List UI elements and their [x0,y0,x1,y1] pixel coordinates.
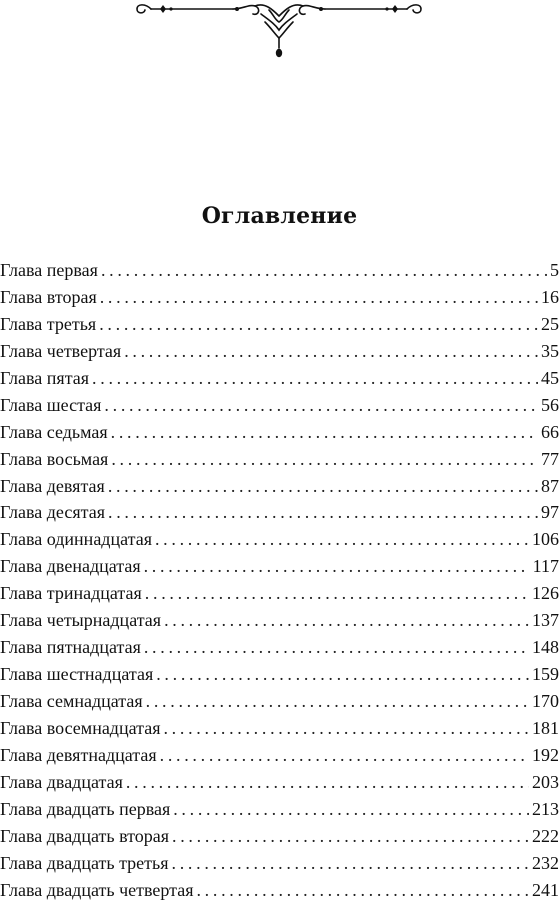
toc-entry [0,419,559,446]
toc-entry [0,284,559,311]
toc-entry-label: Глава тринадцатая [0,583,142,604]
dot-leader [146,688,529,714]
toc-entry-label: Глава четырнадцатая [0,610,162,631]
toc-entry-label: Глава шестая [0,394,102,415]
toc-entry-page-number: 203 [532,771,559,792]
toc-entry-page-number: 213 [532,798,559,819]
toc-entry [0,661,559,688]
toc-entry-page-number: 45 [541,367,559,388]
toc-entry [0,823,559,850]
toc-entry-label: Глава третья [0,313,97,334]
toc-entry-label: Глава двадцатая [0,771,123,792]
toc-entry-page-number: 241 [532,879,559,900]
dot-leader [126,769,529,795]
toc-entry-page-number: 137 [532,610,559,631]
dot-leader [108,499,538,525]
toc-entry [0,877,559,904]
toc-entry-label: Глава двадцать третья [0,852,169,873]
dot-leader [196,877,529,903]
toc-entry-page-number: 66 [541,421,559,442]
toc-entry-page-number: 35 [541,340,559,361]
toc-entry-label: Глава шестнадцатая [0,664,154,685]
dot-leader [164,607,529,633]
toc-entry-page-number: 159 [532,664,559,685]
toc-entry [0,580,559,607]
toc-entry-label: Глава семнадцатая [0,691,143,711]
dot-leader [111,419,538,445]
toc-entry-page-number: 222 [532,825,559,846]
dot-leader [144,553,530,579]
dot-leader [160,742,529,768]
toc-entry-page-number: 56 [541,394,559,415]
toc-entry [0,553,559,580]
toc-entry [0,392,559,419]
toc-list [0,257,559,904]
flourish-ornament-icon [129,0,429,62]
dot-leader [144,634,529,660]
toc-entry [0,257,559,284]
toc-entry [0,338,559,365]
toc-entry [0,499,559,526]
toc-entry-label: Глава одиннадцатая [0,529,152,550]
toc-entry [0,688,559,715]
toc-entry-page-number: 192 [532,744,559,765]
toc-entry-label: Глава двадцать четвертая [0,879,194,900]
toc-entry-page-number: 16 [541,286,559,307]
toc-entry-page-number: 126 [532,583,559,604]
toc-entry-label: Глава двадцать первая [0,798,171,819]
toc-entry [0,607,559,634]
dot-leader [172,850,529,876]
dot-leader [163,715,529,741]
dot-leader [101,257,547,283]
dot-leader [172,823,529,849]
toc-entry-label: Глава первая [0,260,98,280]
toc-entry-label: Глава двадцать вторая [0,825,170,846]
toc-entry-page-number: 181 [532,717,559,738]
toc-entry [0,311,559,338]
toc-entry-label: Глава четвертая [0,340,122,361]
toc-entry-label: Глава пятнадцатая [0,637,141,658]
dot-leader [92,365,538,391]
toc-entry-label: Глава пятая [0,367,90,388]
toc-entry [0,796,559,823]
toc-entry [0,365,559,392]
toc-entry-label: Глава десятая [0,502,105,523]
page-title: Оглавление [201,203,358,229]
toc-entry [0,473,559,500]
toc-entry [0,526,559,553]
toc-entry [0,769,559,796]
toc-entry [0,742,559,769]
toc-entry-label: Глава вторая [0,286,97,307]
toc-entry-page-number: 77 [541,448,559,469]
toc-entry [0,446,559,473]
toc-entry-label: Глава седьмая [0,421,108,442]
toc-entry-label: Глава девятая [0,475,105,496]
dot-leader [145,580,529,606]
toc-entry-label: Глава двенадцатая [0,556,141,577]
dot-leader [108,473,538,499]
toc-entry [0,634,559,661]
dot-leader [99,311,538,337]
dot-leader [124,338,538,364]
toc-entry-page-number: 97 [541,502,559,523]
toc-entry-page-number: 170 [532,691,559,711]
toc-entry-page-number: 148 [532,637,559,658]
toc-entry-page-number: 25 [541,313,559,334]
toc-entry-label: Глава восемнадцатая [0,717,161,738]
toc-entry-label: Глава девятнадцатая [0,744,157,765]
dot-leader [104,392,538,418]
dot-leader [100,284,538,310]
toc-entry-label: Глава восьмая [0,448,109,469]
dot-leader [111,446,538,472]
dot-leader [173,796,529,822]
toc-entry [0,850,559,877]
dot-leader [156,661,529,687]
toc-entry-page-number: 232 [532,852,559,873]
toc-entry-page-number: 5 [550,260,559,280]
toc-entry [0,715,559,742]
toc-entry-page-number: 87 [541,475,559,496]
toc-entry-page-number: 117 [532,556,559,577]
dot-leader [155,526,529,552]
toc-entry-page-number: 106 [532,529,559,550]
